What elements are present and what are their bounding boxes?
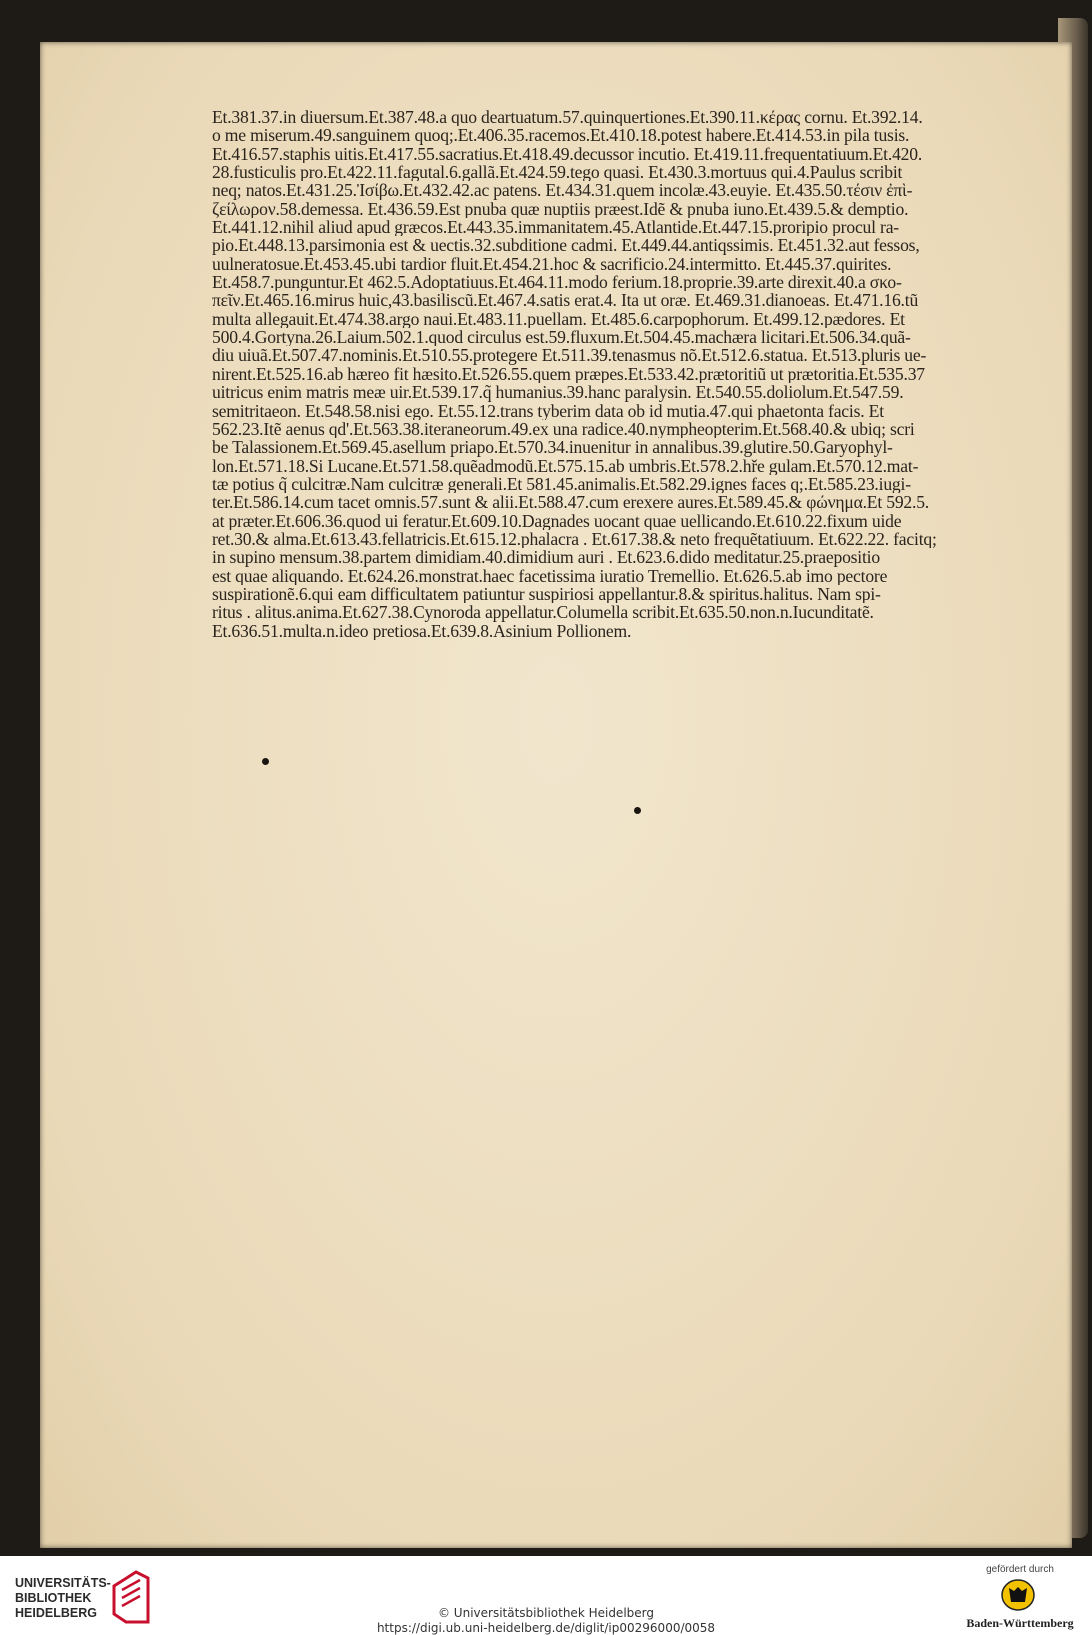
ink-spot [262,758,269,765]
coat-of-arms-icon [1000,1578,1036,1612]
text-line: o me miserum.49.sanguinem quoq;.Et.406.35.racemos.Et.410.18.potest habere.Et.414.53.in pila tusis. [212,126,910,145]
text-line: diu uiuã.Et.507.47.nominis.Et.510.55.protegere Et.511.39.tenasmus nõ.Et.512.6.statua. Et.513.pluris ue- [212,346,927,365]
text-line: uitricus enim matris meæ uir.Et.539.17.q̃ humanius.39.hanc paralysin. Et.540.55.doliolum.Et.547.59. [212,383,904,402]
index-text-block [212,108,962,640]
text-line: ζείλωρον.58.demessa. Et.436.59.Est pnuba quæ nuptiis præest.Idẽ & pnuba iuno.Et.439.5.& demptio. [212,199,909,219]
institution-line: UNIVERSITÄTS- [15,1576,111,1590]
text-line: ret.30.& alma.Et.613.43.fellatricis.Et.615.12.phalacra . Et.617.38.& neto frequẽtatiuum. Et.622.22. facitq; [212,529,937,549]
institution-line: HEIDELBERG [15,1606,97,1620]
text-line: ter.Et.586.14.cum tacet omnis.57.sunt & alii.Et.588.47.cum erexere aures.Et.589.45.& φώνημα.Et 592.5. [212,493,930,512]
text-line: in supino mensum.38.partem dimidiam.40.dimidium auri . Et.623.6.dido meditatur.25.praepositio [212,548,880,567]
text-line: ritus . alitus.anima.Et.627.38.Cynoroda appellatur.Columella scribit.Et.635.50.non.n.Iucunditatẽ. [212,603,874,622]
text-line: πεῖν.Et.465.16.mirus huic,43.basiliscũ.Et.467.4.satis erat.4. Ita ut oræ. Et.469.31.dianoeas. Et.471.16.tũ [212,291,919,310]
text-line: Et.416.57.staphis uitis.Et.417.55.sacratius.Et.418.49.decussor incutio. Et.419.11.frequentatiuum.Et.420. [212,144,923,164]
text-line: tæ potius q̃ culcitræ.Nam culcitræ generali.Et 581.45.animalis.Et.582.29.ignes faces q;.Et.585.23.iugi- [212,474,911,494]
text-line: suspirationẽ.6.qui eam difficultatem patiuntur suspiriosi appellantur.8.& spiritus.halitus. Nam spi- [212,584,881,604]
text-line: 28.fusticulis pro.Et.422.11.fagutal.6.gallã.Et.424.59.tego quasi. Et.430.3.mortuus qui.4.Paulus scribit [212,163,903,182]
text-line: Et.636.51.multa.n.ideo pretiosa.Et.639.8.Asinium Pollionem. [212,621,632,640]
ink-spot [634,807,641,814]
text-line: 562.23.Itẽ aenus qd'.Et.563.38.iteraneorum.49.ex una radice.40.nympheopterim.Et.568.40.& ubiq; scri [212,419,915,439]
text-line: Et.458.7.punguntur.Et 462.5.Adoptatiuus.Et.464.11.modo ferium.18.proprie.39.arte direxit.40.a σκο- [212,273,902,292]
text-line: semitritaeon. Et.548.58.nisi ego. Et.55.12.trans tyberim data ob id mutia.47.qui phaetonta facis. Et [212,401,884,420]
text-line: Et.381.37.in diuersum.Et.387.48.a quo deartuatum.57.quinquertiones.Et.390.11.κέρας cornu. Et.392.14. [212,108,923,127]
text-line: est quae aliquando. Et.624.26.monstrat.haec facetissima iuratio Tremellio. Et.626.5.ab imo pectore [212,566,888,585]
institution-line: BIBLIOTHEK [15,1591,92,1605]
text-line: nirent.Et.525.16.ab hæreo fit hæsito.Et.526.55.quem præpes.Et.533.42.prætoritiũ ut prætoritia.Et.535.37 [212,364,925,384]
text-line: 500.4.Gortyna.26.Laium.502.1.quod circulus est.59.fluxum.Et.504.45.machæra licitari.Et.506.34.quã- [212,328,911,347]
text-line: be Talassionem.Et.569.45.asellum priapo.Et.570.34.inuenitur in annalibus.39.glutire.50.Garyophyl- [212,438,893,457]
library-footer [0,1556,1092,1635]
text-line: neq; natos.Et.431.25.Ἰσίβω.Et.432.42.ac patens. Et.434.31.quem incolæ.43.euyie. Et.435.50.τέσιν ἐπὶ- [212,181,913,200]
copyright-notice: © Universitätsbibliothek Heidelberg [437,1606,654,1620]
text-line: at præter.Et.606.36.quod ui feratur.Et.609.10.Dagnades uocant quae uellicando.Et.610.22.fixum uide [212,511,902,530]
text-line: lon.Et.571.18.Si Lucane.Et.571.58.quẽadmodũ.Et.575.15.ab umbris.Et.578.2.hře gulam.Et.570.12.mat- [212,456,919,475]
text-line: multa allegauit.Et.474.38.argo naui.Et.483.11.puellam. Et.485.6.carpophorum. Et.499.12.pædores. Et [212,309,905,329]
funded-by-label: gefördert durch [986,1564,1054,1575]
permalink-url[interactable]: https://digi.ub.uni-heidelberg.de/diglit/ip00296000/0058 [376,1621,716,1635]
text-line: pio.Et.448.13.parsimonia est & uectis.32.subditione cadmi. Et.449.44.antiqssimis. Et.451.32.aut fessos, [212,236,920,255]
text-line: Et.441.12.nihil aliud apud græcos.Et.443.35.immanitatem.45.Atlantide.Et.447.15.proripio procul ra- [212,218,899,237]
text-line: uulneratosue.Et.453.45.ubi tardior fluit.Et.454.21.hoc & sacrificio.24.intermitto. Et.445.37.quirites. [212,254,892,274]
funder-name: Baden-Württemberg [966,1616,1074,1630]
